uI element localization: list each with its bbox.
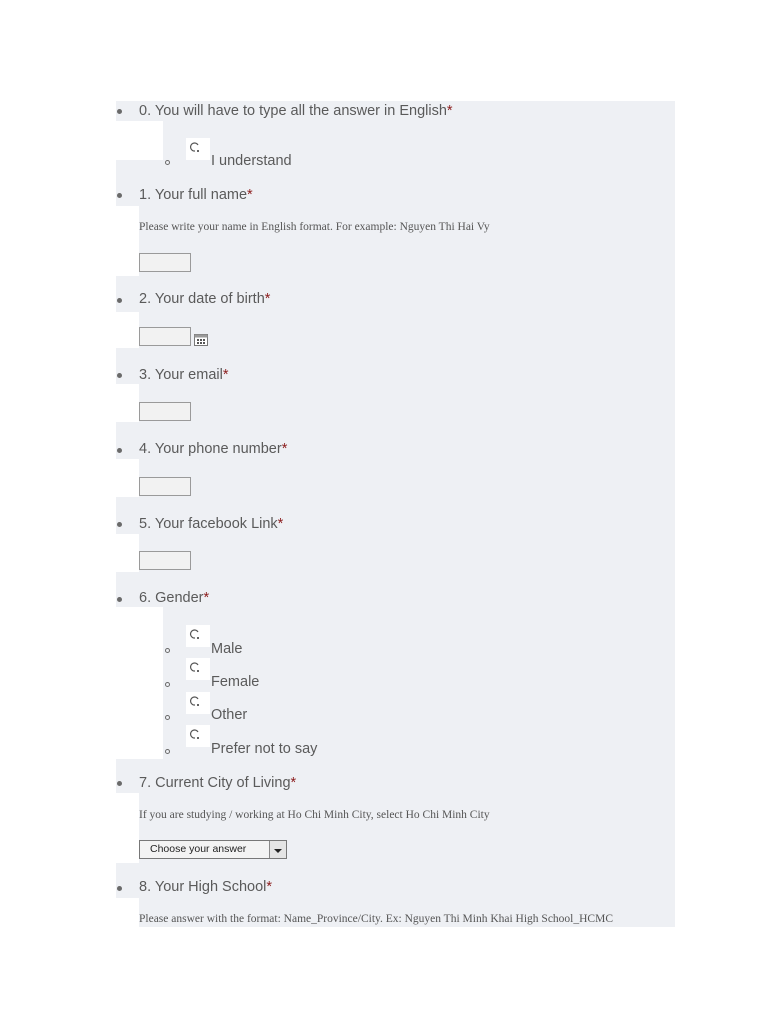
list-bullet (117, 781, 122, 786)
facebook-link-input[interactable] (139, 551, 191, 570)
list-bullet (117, 373, 122, 378)
required-marker: * (203, 590, 210, 606)
list-bullet (117, 109, 122, 114)
sub-bullet (165, 160, 170, 165)
list-bullet (117, 298, 122, 303)
list-bullet (117, 597, 122, 602)
required-marker: * (266, 879, 273, 895)
required-marker: * (247, 187, 253, 203)
sub-bullet (165, 749, 170, 754)
required-marker: * (264, 291, 271, 307)
gender-female-radio[interactable] (186, 658, 210, 680)
required-marker: * (222, 367, 229, 383)
question-1-label: 1. Your full name* (139, 187, 253, 203)
full-name-help-text: Please write your name in English format. For example: Nguyen Thi Hai Vy (139, 221, 490, 233)
question-6-label: 6. Gender* (139, 590, 210, 606)
required-marker: * (277, 516, 284, 532)
question-4-label: 4. Your phone number* (139, 441, 288, 457)
gender-other-label: Other (211, 707, 248, 723)
sub-bullet (165, 648, 170, 653)
required-marker: * (290, 775, 297, 791)
list-bullet (117, 448, 122, 453)
gender-male-label: Male (211, 641, 243, 657)
required-marker: * (446, 103, 453, 119)
gender-male-radio[interactable] (186, 625, 210, 647)
city-select-value: Choose your answer (150, 843, 247, 855)
list-bullet (117, 886, 122, 891)
question-7-label: 7. Current City of Living* (139, 775, 297, 791)
required-marker: * (281, 441, 288, 457)
dropdown-arrow-icon[interactable] (269, 841, 286, 858)
radio-icon (189, 728, 201, 740)
email-input[interactable] (139, 402, 191, 421)
radio-icon (189, 695, 201, 707)
radio-icon (189, 141, 201, 153)
sub-bullet (165, 715, 170, 720)
full-name-input[interactable] (139, 253, 191, 272)
gender-prefer-not-label: Prefer not to say (211, 741, 318, 757)
radio-icon (189, 661, 201, 673)
city-select[interactable] (139, 840, 287, 859)
question-5-label: 5. Your facebook Link* (139, 516, 284, 532)
phone-number-input[interactable] (139, 477, 191, 496)
gender-prefer-not-radio[interactable] (186, 725, 210, 747)
gender-other-radio[interactable] (186, 692, 210, 714)
sub-bullet (165, 682, 170, 687)
high-school-help-text: Please answer with the format: Name_Province/City. Ex: Nguyen Thi Minh Khai High School_HCMC (139, 913, 613, 925)
date-of-birth-input[interactable] (139, 327, 191, 346)
question-0-label: 0. You will have to type all the answer in English* (139, 103, 453, 119)
question-8-label: 8. Your High School* (139, 879, 273, 895)
understand-option-label: I understand (211, 153, 292, 169)
gender-female-label: Female (211, 674, 260, 690)
question-3-label: 3. Your email* (139, 367, 229, 383)
list-bullet (117, 522, 122, 527)
city-help-text: If you are studying / working at Ho Chi Minh City, select Ho Chi Minh City (139, 809, 490, 821)
understand-radio[interactable] (186, 138, 210, 160)
question-2-label: 2. Your date of birth* (139, 291, 271, 307)
calendar-icon[interactable] (194, 334, 208, 346)
list-bullet (117, 193, 122, 198)
radio-icon (189, 628, 201, 640)
